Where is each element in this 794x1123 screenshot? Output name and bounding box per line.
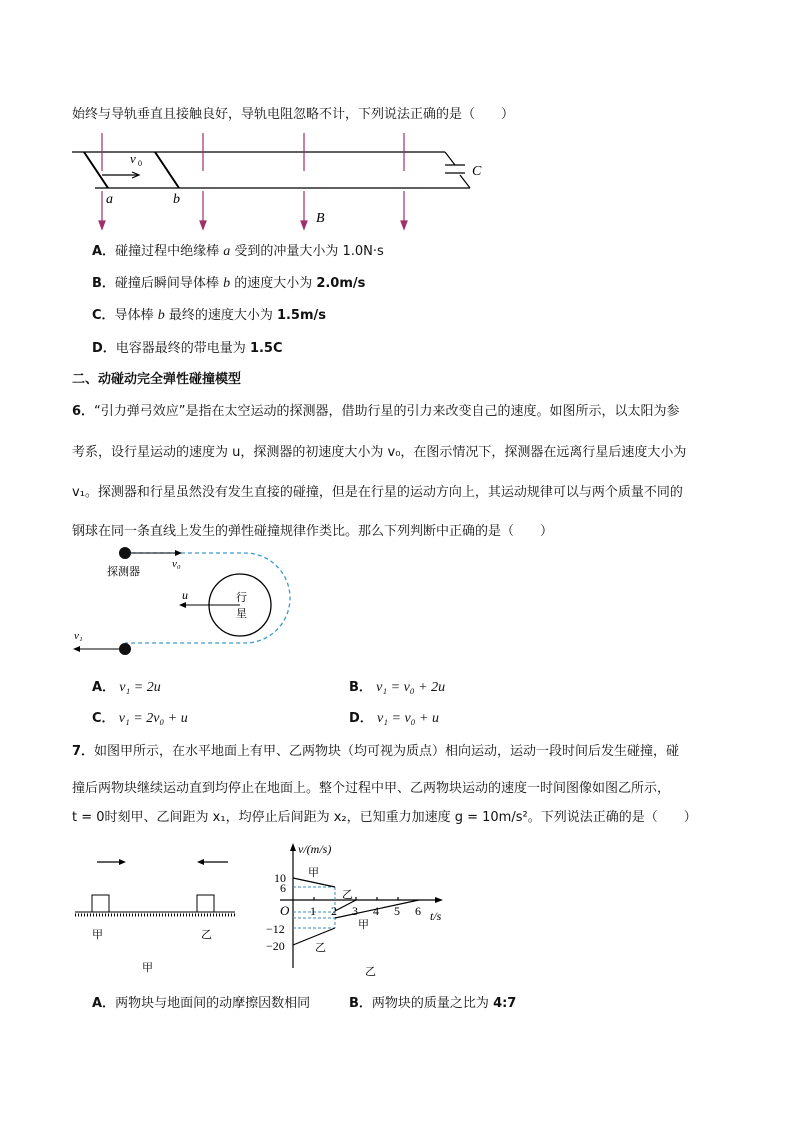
x-tick: 4	[373, 904, 379, 918]
option-value: 4:7	[493, 996, 517, 1011]
option-text: v₁ = v₀ + u	[376, 711, 439, 726]
option-var: b	[223, 276, 231, 291]
option-text: 两物块的质量之比为	[371, 996, 494, 1011]
question-number: 7．	[72, 744, 95, 759]
option-key: D．	[92, 341, 116, 356]
option-text: 电容器最终的带电量为	[115, 341, 250, 356]
series-jia-label: 甲	[308, 866, 319, 879]
option-key: C．	[92, 308, 115, 323]
option-text: 导体棒	[114, 308, 158, 323]
option-var: b	[157, 308, 165, 323]
v0-label: v	[130, 151, 136, 166]
x-tick: 1	[310, 904, 316, 918]
series-yi-label-2: 乙	[315, 941, 326, 954]
figure-jia-caption: 甲	[142, 961, 153, 974]
q7-text: 如图甲所示，在水平地面上有甲、乙两物块（均可视为质点）相向运动，运动一段时间后发生碰撞，碰	[94, 744, 680, 759]
gravity-slingshot-figure	[70, 545, 300, 660]
option-text: 最终的速度大小为	[164, 308, 277, 323]
option-key: B．	[349, 996, 372, 1011]
q6-text: “引力弹弓效应”是指在太空运动的探测器，借助行星的引力来改变自己的速度。如图所示，以太阳为参	[94, 404, 680, 419]
v0-sub: 0	[138, 159, 142, 168]
y-tick: −20	[266, 939, 285, 953]
option-text: 的速度大小为	[230, 276, 317, 291]
y-tick: 6	[280, 881, 286, 895]
u-label: u	[182, 588, 188, 602]
option-key: A．	[92, 244, 116, 259]
option-key: D．	[349, 711, 373, 726]
rod-b-label: b	[173, 192, 180, 207]
y-tick: 10	[274, 871, 286, 885]
x-tick: 3	[352, 904, 358, 918]
option-key: B．	[349, 680, 372, 695]
q6-option-c[interactable]	[92, 707, 188, 727]
q6-option-a[interactable]	[92, 676, 161, 696]
field-b-label: B	[316, 211, 325, 226]
x-tick: 6	[415, 904, 421, 918]
q5-rail-figure	[60, 125, 500, 235]
v0-label: v₀	[172, 558, 181, 570]
section-title: 二、动碰动完全弹性碰撞模型	[72, 372, 242, 387]
option-text: v₁ = 2v₀ + u	[118, 711, 188, 726]
q6-line-3: v₁。探测器和行星虽然没有发生直接的碰撞，但是在行星的运动方向上，其运动规律可以与两个质量不同的	[72, 485, 683, 500]
q5-stem-tail: 始终与导轨垂直且接触良好，导轨电阻忽略不计，下列说法正确的是（ ）	[72, 107, 515, 122]
q6-option-d[interactable]	[349, 707, 439, 727]
y-axis-label: v/(m/s)	[298, 842, 332, 856]
planet-label-1: 行	[236, 591, 247, 604]
option-key: C．	[92, 711, 115, 726]
option-text: v₁ = 2u	[119, 680, 161, 695]
q5-option-c[interactable]	[92, 304, 326, 324]
series-yi-label: 乙	[342, 888, 353, 901]
q5-option-b[interactable]	[92, 272, 365, 292]
x-tick: 2	[331, 904, 337, 918]
probe-label: 探测器	[107, 565, 140, 578]
option-text: v₁ = v₀ + 2u	[376, 680, 446, 695]
option-value: 2.0m/s	[316, 276, 366, 291]
q7-line-1	[72, 740, 679, 759]
option-value: 1.5m/s	[276, 308, 327, 323]
q5-option-d[interactable]	[92, 337, 283, 356]
planet-label-2: 星	[236, 607, 247, 620]
q5-option-a[interactable]	[92, 240, 384, 260]
q6-line-2: 考系，设行星运动的速度为 u，探测器的初速度大小为 v₀，在图示情况下，探测器在远离行星后速度大小为	[72, 445, 687, 460]
origin-label: O	[280, 903, 290, 918]
block-yi-label: 乙	[201, 928, 212, 941]
vt-graph	[260, 840, 460, 980]
option-key: B．	[92, 276, 115, 291]
block-jia-label: 甲	[92, 928, 103, 941]
v1-label: v₁	[74, 630, 83, 642]
x-axis-label: t/s	[430, 909, 442, 923]
option-value: 1.5C	[249, 341, 283, 356]
rod-a-label: a	[106, 192, 113, 207]
y-tick: −12	[266, 922, 285, 936]
question-number: 6．	[72, 404, 95, 419]
option-text: 碰撞后瞬间导体棒	[114, 276, 224, 291]
blocks-figure-jia	[70, 845, 245, 980]
q6-line-4: 钢球在同一条直线上发生的弹性碰撞规律作类比。那么下列判断中正确的是（ ）	[72, 524, 554, 539]
q6-line-1	[72, 400, 680, 419]
option-text: 受到的冲量大小为 1.0N·s	[230, 244, 384, 259]
q7-option-b[interactable]	[349, 992, 516, 1011]
option-text: 两物块与地面间的动摩擦因数相同	[115, 996, 311, 1011]
q7-line-2: 撞后两物块继续运动直到均停止在地面上。整个过程中甲、乙两物块运动的速度一时间图像如图乙所示，	[72, 781, 671, 796]
q7-line-3: t = 0时刻甲、乙间距为 x₁，均停止后间距为 x₂，已知重力加速度 g = 10m/s²。下列说法正确的是（ ）	[72, 810, 697, 825]
q7-option-a[interactable]	[92, 992, 310, 1011]
q6-option-b[interactable]	[349, 676, 445, 696]
x-tick: 5	[394, 904, 400, 918]
series-jia-label-2: 甲	[358, 918, 369, 931]
option-key: A．	[92, 680, 116, 695]
figure-yi-caption: 乙	[365, 965, 376, 978]
option-text: 碰撞过程中绝缘棒	[115, 244, 224, 259]
option-key: A．	[92, 996, 116, 1011]
capacitor-label: C	[472, 164, 482, 179]
option-var: a	[223, 244, 231, 259]
